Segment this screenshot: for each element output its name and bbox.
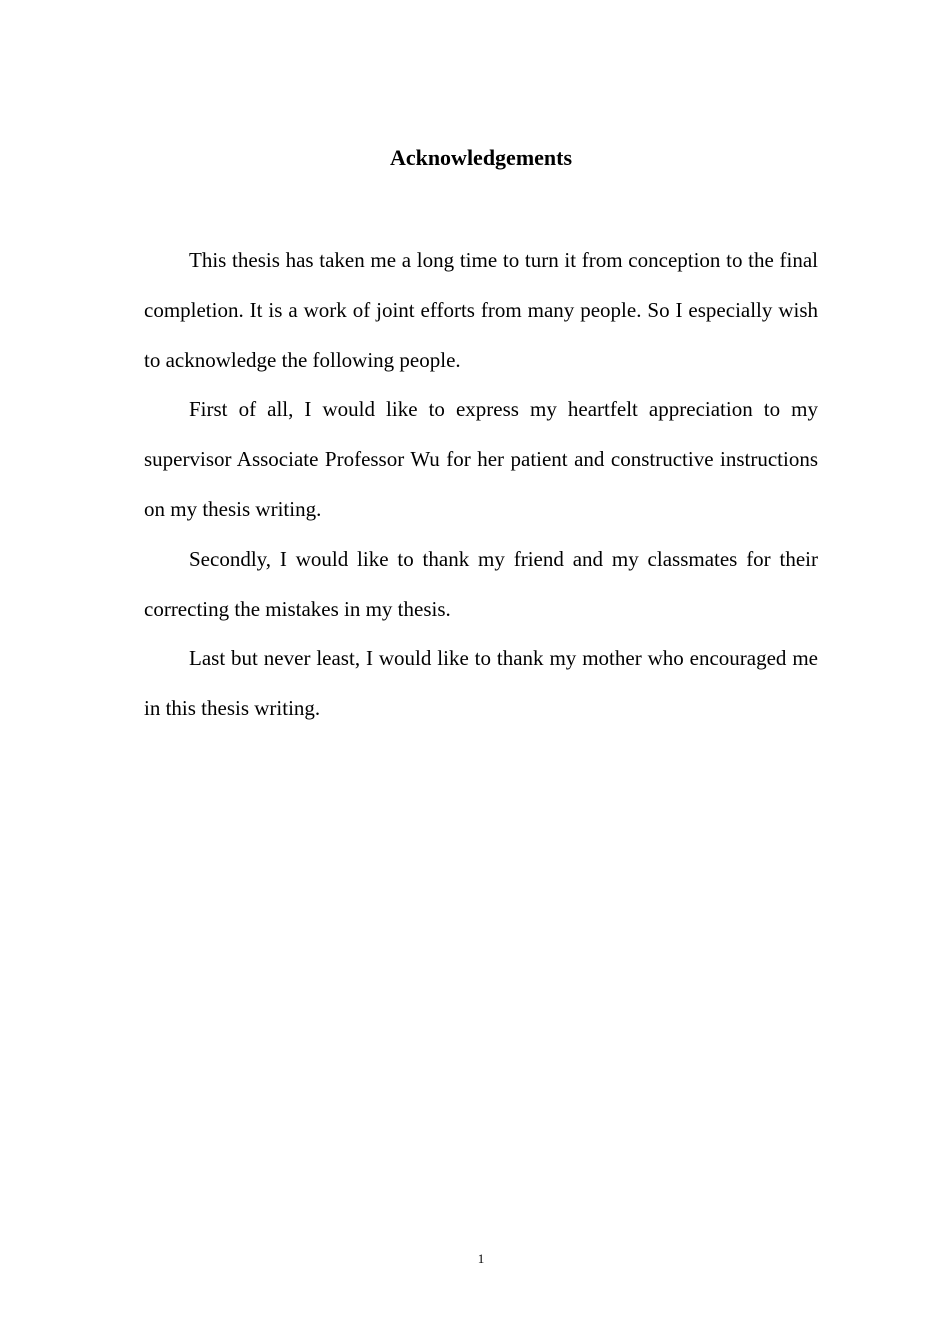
paragraph-3: Secondly, I would like to thank my friend and my classmates for their correcting the mistakes in my thesis.: [144, 546, 818, 621]
body-text: [144, 236, 818, 734]
paragraph-4: Last but never least, I would like to thank my mother who encouraged me in this thesis writing.: [144, 646, 818, 721]
page-title: Acknowledgements: [389, 145, 573, 170]
page-number: 1: [477, 1251, 485, 1266]
paragraph-2: First of all, I would like to express my heartfelt appreciation to my supervisor Associate Professor Wu for her patient and constructive instructions on my thesis writing.: [144, 397, 818, 521]
paragraph-1: This thesis has taken me a long time to turn it from conception to the final completion. It is a work of joint efforts from many people. So I especially wish to acknowledge the following people.: [144, 248, 818, 372]
